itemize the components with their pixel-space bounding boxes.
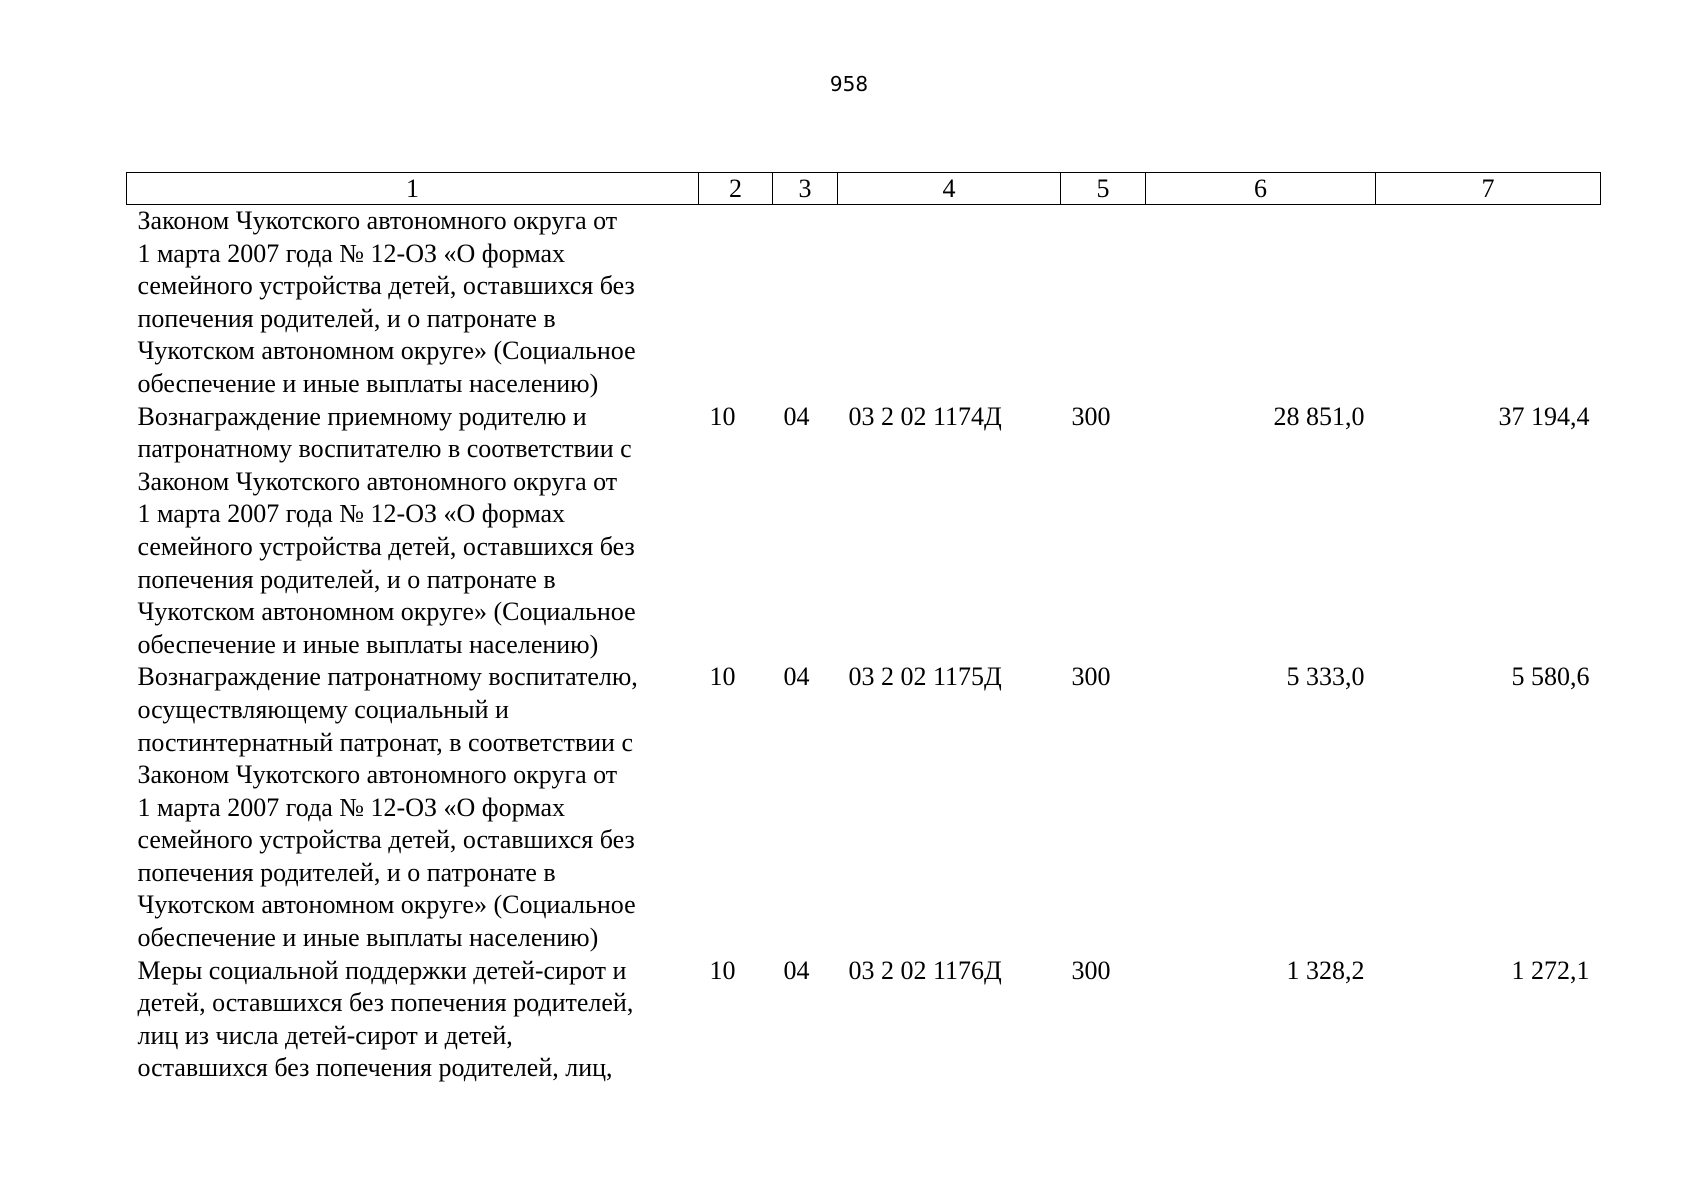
description-line: попечения родителей, и о патронате в (137, 564, 556, 594)
row-subsection: 04 (783, 662, 810, 692)
row-expense-type: 300 (1071, 955, 1111, 985)
column-header-6: 6 (1146, 173, 1376, 205)
description-line: Законом Чукотского автономного округа от (137, 466, 618, 496)
description-line: попечения родителей, и о патронате в (137, 303, 556, 333)
description-line: Чукотском автономном округе» (Социальное (137, 890, 636, 920)
description-line: оставшихся без попечения родителей, лиц, (137, 1053, 613, 1083)
column-header-1: 1 (127, 173, 699, 205)
row-amount-1: 1 328,2 (1286, 955, 1365, 985)
row-description (127, 661, 699, 954)
column-header-3: 3 (773, 173, 838, 205)
table-row (127, 955, 1601, 1085)
description-line: постинтернатный патронат, в соответствии с (137, 727, 634, 757)
row-amount-2: 37 194,4 (1498, 401, 1590, 431)
row-section (699, 205, 773, 401)
description-line: патронатному воспитателю в соответствии с (137, 434, 632, 464)
description-line: детей, оставшихся без попечения родителей, (137, 988, 634, 1018)
description-line: лиц из числа детей-сирот и детей, (137, 1020, 513, 1050)
column-header-2: 2 (699, 173, 773, 205)
row-section: 10 (709, 401, 736, 431)
row-amount-2 (1376, 205, 1601, 401)
row-section: 10 (709, 662, 736, 692)
row-amount-1 (1146, 205, 1376, 401)
table-header-row (127, 173, 1601, 205)
description-line: Чукотском автономном округе» (Социальное (137, 597, 636, 627)
description-line: обеспечение и иные выплаты населению) (137, 923, 599, 953)
description-line: Чукотском автономном округе» (Социальное (137, 336, 636, 366)
description-line: Вознаграждение патронатному воспитателю, (137, 662, 638, 692)
column-header-7: 7 (1376, 173, 1601, 205)
row-amount-1: 5 333,0 (1286, 662, 1365, 692)
page-number: 958 (829, 72, 869, 96)
row-section: 10 (709, 955, 736, 985)
row-subsection: 04 (783, 401, 810, 431)
row-target-article: 03 2 02 1176Д (848, 955, 1002, 985)
row-target-article: 03 2 02 1174Д (848, 401, 1002, 431)
row-amount-2: 1 272,1 (1511, 955, 1590, 985)
description-line: 1 марта 2007 года № 12-ОЗ «О формах (137, 499, 566, 529)
description-line: Законом Чукотского автономного округа от (137, 206, 618, 235)
description-line: Законом Чукотского автономного округа от (137, 760, 618, 790)
description-line: Меры социальной поддержки детей-сирот и (137, 955, 627, 985)
column-header-4: 4 (838, 173, 1061, 205)
row-expense-type (1061, 205, 1146, 401)
table-row (127, 205, 1601, 401)
description-line: обеспечение и иные выплаты населению) (137, 629, 599, 659)
row-subsection (773, 205, 838, 401)
row-description (127, 955, 699, 1085)
description-line: семейного устройства детей, оставшихся без (137, 271, 635, 301)
description-line: 1 марта 2007 года № 12-ОЗ «О формах (137, 792, 566, 822)
column-header-5: 5 (1061, 173, 1146, 205)
row-amount-1: 28 851,0 (1273, 401, 1365, 431)
row-expense-type: 300 (1071, 662, 1111, 692)
row-description (127, 401, 699, 662)
description-line: 1 марта 2007 года № 12-ОЗ «О формах (137, 238, 566, 268)
description-line: семейного устройства детей, оставшихся без (137, 531, 635, 561)
description-line: Вознаграждение приемному родителю и (137, 401, 587, 431)
row-expense-type: 300 (1071, 401, 1111, 431)
description-line: попечения родителей, и о патронате в (137, 857, 556, 887)
row-amount-2: 5 580,6 (1511, 662, 1590, 692)
table-row (127, 661, 1601, 954)
row-subsection: 04 (783, 955, 810, 985)
row-description (127, 205, 699, 401)
row-target-article (838, 205, 1061, 401)
row-target-article: 03 2 02 1175Д (848, 662, 1002, 692)
description-line: осуществляющему социальный и (137, 694, 509, 724)
table-row (127, 401, 1601, 662)
budget-table (126, 172, 1601, 1085)
description-line: обеспечение и иные выплаты населению) (137, 368, 599, 398)
description-line: семейного устройства детей, оставшихся без (137, 825, 635, 855)
